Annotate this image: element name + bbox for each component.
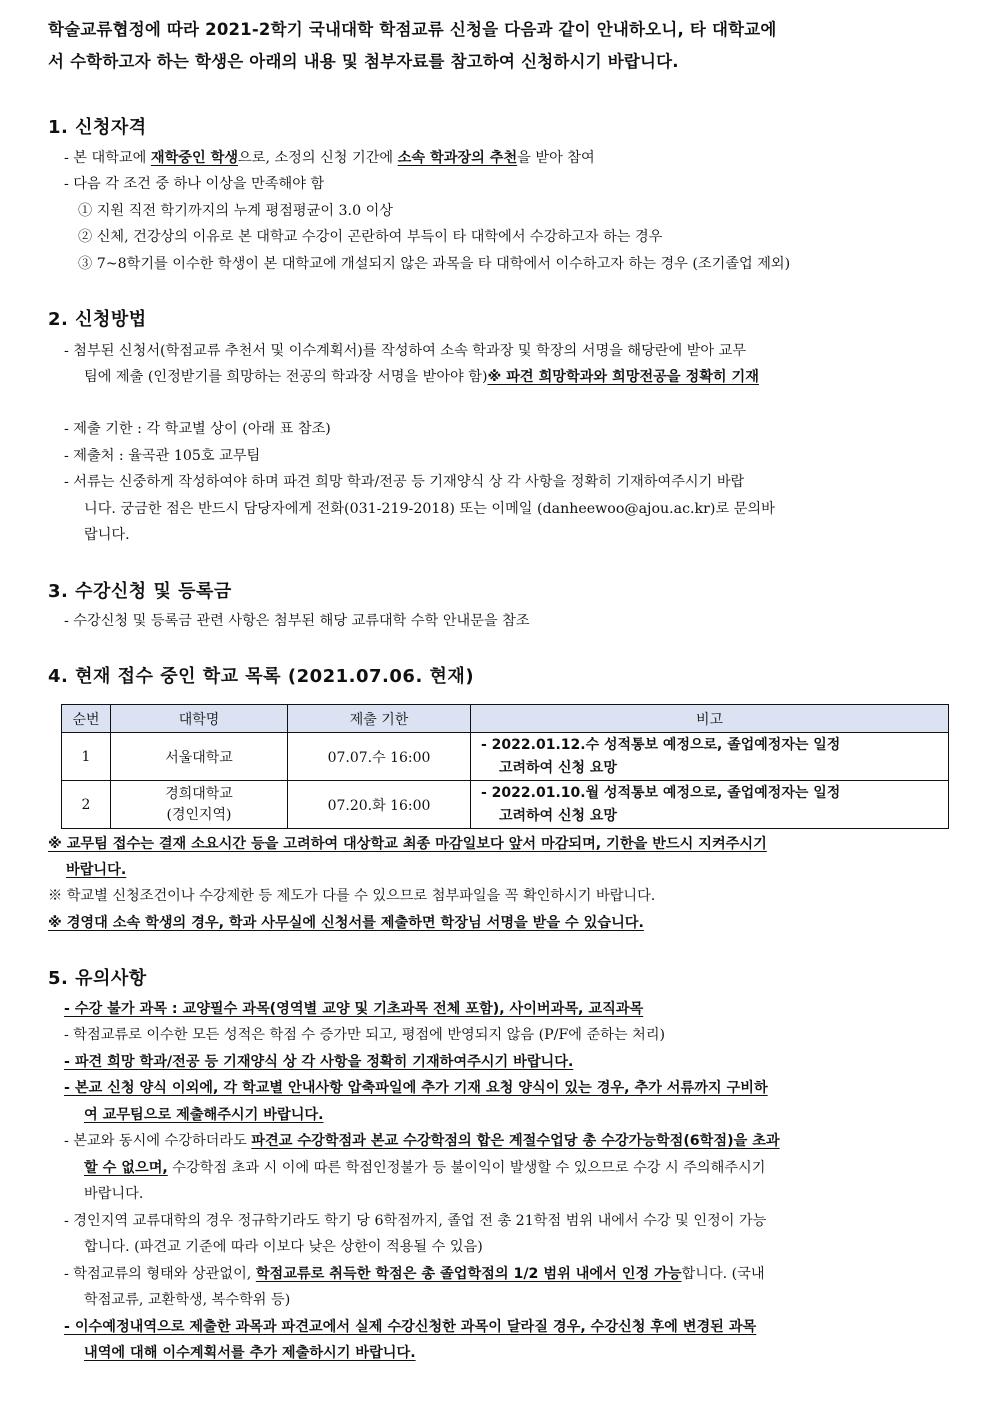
text: - 본 대학교에 <box>64 150 151 166</box>
column-header: 순번 <box>62 705 111 733</box>
note-line: ※ 학교별 신청조건이나 수강제한 등 제도가 다를 수 있으므로 첨부파일을 꼭 확인하시기 바랍니다. <box>48 888 656 904</box>
note-line <box>66 857 950 883</box>
condition-item: ① 지원 직전 학기까지의 누계 평점평균이 3.0 이상 <box>78 203 394 219</box>
remark-line: - 2022.01.10.월 성적통보 예정으로, 졸업예정자는 일정 <box>481 784 841 801</box>
text: - 본교와 동시에 수강하더라도 <box>64 1133 252 1149</box>
remark <box>471 733 949 781</box>
column-header: 제출 기한 <box>288 705 471 733</box>
section-2-line <box>84 364 968 390</box>
section-5-line <box>64 1128 948 1154</box>
section-2-line: 니다. 궁금한 점은 반드시 담당자에게 전화(031-219-2018) 또는 이메일 (danheewoo@ajou.ac.kr)로 문의바 <box>84 501 775 517</box>
text: 수강학점 초과 시 이에 따른 학점인정불가 등 불이익이 발생할 수 있으므로 수강 시 주의해주시기 <box>167 1160 766 1176</box>
remark <box>471 781 949 829</box>
row-number: 2 <box>62 781 111 829</box>
intro-paragraph <box>48 14 948 78</box>
intro-line: 학술교류협정에 따라 2021-2학기 국내대학 학점교류 신청을 다음과 같이 안내하오니, 타 대학교에 <box>48 20 777 39</box>
section-5-line: - 본교 신청 양식 이외에, 각 학교별 안내사항 압축파일에 추가 기재 요청 양식이 있는 경우, 추가 서류까지 구비하 <box>64 1080 768 1096</box>
school-list-table <box>61 704 949 829</box>
remark-line: 고려하여 신청 요망 <box>499 807 617 824</box>
text: 팀에 제출 (인정받기를 희망하는 전공의 학과장 서명을 받아야 함) <box>84 369 488 385</box>
deadline: 07.07.수 16:00 <box>288 733 471 781</box>
table-row <box>62 733 949 781</box>
emphasis-text: 바랍니다. <box>66 862 127 878</box>
section-5-line: - 수강 불가 과목 : 교양필수 과목(영역별 교양 및 기초과목 전체 포함), 사이버과목, 교직과목 <box>64 1001 644 1017</box>
university-region: (경인지역) <box>166 806 232 823</box>
university-name-line: 경희대학교 <box>165 785 233 802</box>
text: 을 받아 참여 <box>517 150 595 166</box>
section-3-line: - 수강신청 및 등록금 관련 사항은 첨부된 해당 교류대학 수학 안내문을 참조 <box>64 613 530 629</box>
emphasis-text: 재학중인 학생 <box>150 150 239 166</box>
section-5-line <box>84 1155 968 1181</box>
section-2-title: 2. 신청방법 <box>48 309 147 330</box>
section-5-line: 내역에 대해 이수계획서를 추가 제출하시기 바랍니다. <box>84 1345 416 1361</box>
section-5-title: 5. 유의사항 <box>48 968 147 989</box>
university-name: 서울대학교 <box>111 733 288 781</box>
emphasis-text: 학점교류로 취득한 학점은 총 졸업학점의 1/2 범위 내에서 인정 가능 <box>255 1266 682 1282</box>
emphasis-text: ※ 파견 희망학과와 희망전공을 정확히 기재 <box>487 369 759 385</box>
section-1-line <box>64 145 948 171</box>
section-5-line: - 학점교류로 이수한 모든 성적은 학점 수 증가만 되고, 평점에 반영되지 않음 (P/F에 준하는 처리) <box>64 1027 666 1043</box>
section-2-line: - 서류는 신중하게 작성하여야 하며 파견 희망 학과/전공 등 기재양식 상 각 사항을 정확히 기재하여주시기 바랍 <box>64 474 745 490</box>
row-number: 1 <box>62 733 111 781</box>
section-5-line: 여 교무팀으로 제출해주시기 바랍니다. <box>84 1107 324 1123</box>
table-row <box>62 781 949 829</box>
text: - 학점교류의 형태와 상관없이, <box>64 1266 256 1282</box>
section-5-line: - 경인지역 교류대학의 경우 정규학기라도 학기 당 6학점까지, 졸업 전 총 21학점 범위 내에서 수강 및 인정이 가능 <box>64 1213 767 1229</box>
emphasis-text: 할 수 없으며, <box>84 1160 168 1176</box>
note-line: ※ 교무팀 접수는 결재 소요시간 등을 고려하여 대상학교 최종 마감일보다 앞서 마감되며, 기한을 반드시 지켜주시기 <box>48 836 767 852</box>
section-5-line: 바랍니다. <box>84 1186 144 1202</box>
section-1-line: - 다음 각 조건 중 하나 이상을 만족해야 함 <box>64 176 325 192</box>
section-5-line: - 파견 희망 학과/전공 등 기재양식 상 각 사항을 정확히 기재하여주시기 바랍니다. <box>64 1054 574 1070</box>
note-line: ※ 경영대 소속 학생의 경우, 학과 사무실에 신청서를 제출하면 학장님 서명을 받을 수 있습니다. <box>48 915 644 931</box>
column-header: 비고 <box>471 705 949 733</box>
condition-item: ② 신체, 건강상의 이유로 본 대학교 수강이 곤란하여 부득이 타 대학에서 수강하고자 하는 경우 <box>78 229 663 245</box>
condition-item: ③ 7~8학기를 이수한 학생이 본 대학교에 개설되지 않은 과목을 타 대학에서 이수하고자 하는 경우 (조기졸업 제외) <box>78 256 791 272</box>
university-name <box>111 781 288 829</box>
emphasis-text: 소속 학과장의 추천 <box>397 150 518 166</box>
text: 합니다. (국내 <box>681 1266 765 1282</box>
section-1-title: 1. 신청자격 <box>48 117 147 138</box>
section-5-line <box>64 1261 948 1287</box>
section-5-line: 합니다. (파견교 기준에 따라 이보다 낮은 상한이 적용될 수 있음) <box>84 1239 483 1255</box>
intro-line: 서 수학하고자 하는 학생은 아래의 내용 및 첨부자료를 참고하여 신청하시기 바랍니다. <box>48 52 679 71</box>
section-4-title: 4. 현재 접수 중인 학교 목록 (2021.07.06. 현재) <box>48 666 475 687</box>
section-2-line: - 제출 기한 : 각 학교별 상이 (아래 표 참조) <box>64 421 331 437</box>
deadline: 07.20.화 16:00 <box>288 781 471 829</box>
section-3-title: 3. 수강신청 및 등록금 <box>48 581 232 602</box>
section-5-line: - 이수예정내역으로 제출한 과목과 파견교에서 실제 수강신청한 과목이 달라질 경우, 수강신청 후에 변경된 과목 <box>64 1319 757 1335</box>
section-2-line: - 첨부된 신청서(학점교류 추천서 및 이수계획서)를 작성하여 소속 학과장 및 학장의 서명을 해당란에 받아 교무 <box>64 343 747 359</box>
column-header: 대학명 <box>111 705 288 733</box>
section-2-line: - 제출처 : 율곡관 105호 교무팀 <box>64 448 261 464</box>
section-2-line: 랍니다. <box>84 527 130 543</box>
text: 으로, 소정의 신청 기간에 <box>238 150 398 166</box>
emphasis-text: 파견교 수강학점과 본교 수강학점의 합은 계절수업당 총 수강가능학점(6학점)을 초과 <box>251 1133 780 1149</box>
remark-line: - 2022.01.12.수 성적통보 예정으로, 졸업예정자는 일정 <box>481 736 841 753</box>
section-5-line: 학점교류, 교환학생, 복수학위 등) <box>84 1292 291 1308</box>
remark-line: 고려하여 신청 요망 <box>499 759 617 776</box>
table-header-row <box>62 705 949 733</box>
